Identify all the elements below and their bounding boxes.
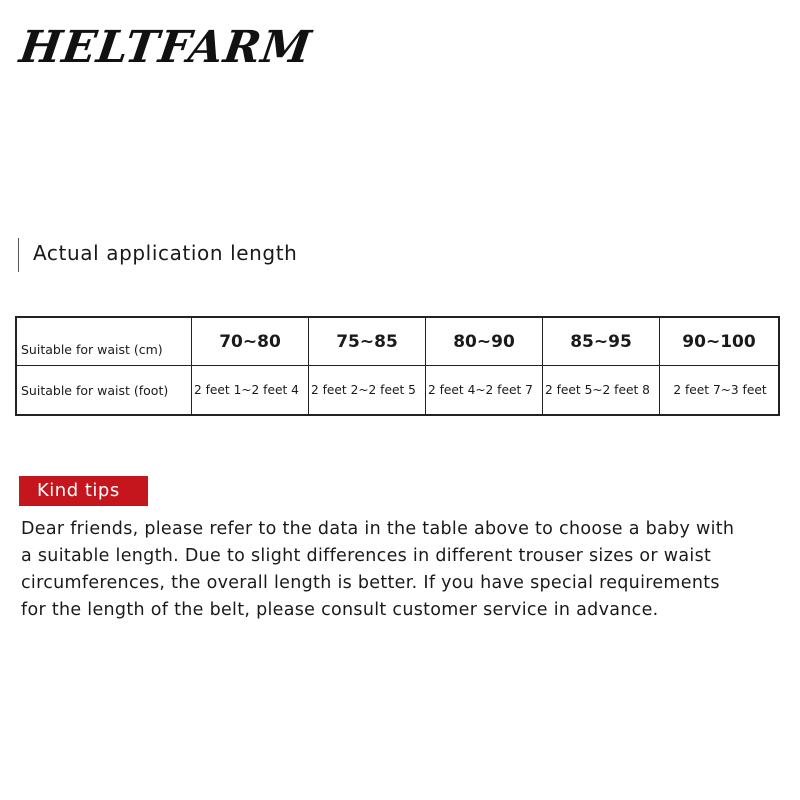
size-table [15,316,780,416]
tips-line: a suitable length. Due to slight differences in different trouser sizes or waist [21,546,712,566]
brand-logo: HELTFARM [16,22,315,73]
table-cell-cm: 85~95 [543,318,660,366]
tips-line: Dear friends, please refer to the data in the table above to choose a baby with [21,519,735,539]
table-cell-foot: 2 feet 4~2 feet 7 [426,366,543,414]
table-cell-foot: 2 feet 1~2 feet 4 [192,366,309,414]
table-row-label: Suitable for waist (foot) [17,366,192,414]
tips-line: for the length of the belt, please consult customer service in advance. [21,600,659,620]
table-cell-cm: 70~80 [192,318,309,366]
table-cell-foot: 2 feet 2~2 feet 5 [309,366,426,414]
section-title: Actual application length [33,241,298,265]
tips-line: circumferences, the overall length is better. If you have special requirements [21,573,720,593]
section-divider-bar [18,238,19,272]
table-cell-foot: 2 feet 5~2 feet 8 [543,366,660,414]
table-cell-foot: 2 feet 7~3 feet [673,383,767,397]
table-cell-cm: 90~100 [660,318,778,366]
table-cell-cm: 75~85 [309,318,426,366]
kind-tips-badge: Kind tips [19,476,148,506]
table-cell-cm: 80~90 [426,318,543,366]
table-header-label: Suitable for waist (cm) [17,318,192,366]
tips-paragraph [21,516,791,624]
